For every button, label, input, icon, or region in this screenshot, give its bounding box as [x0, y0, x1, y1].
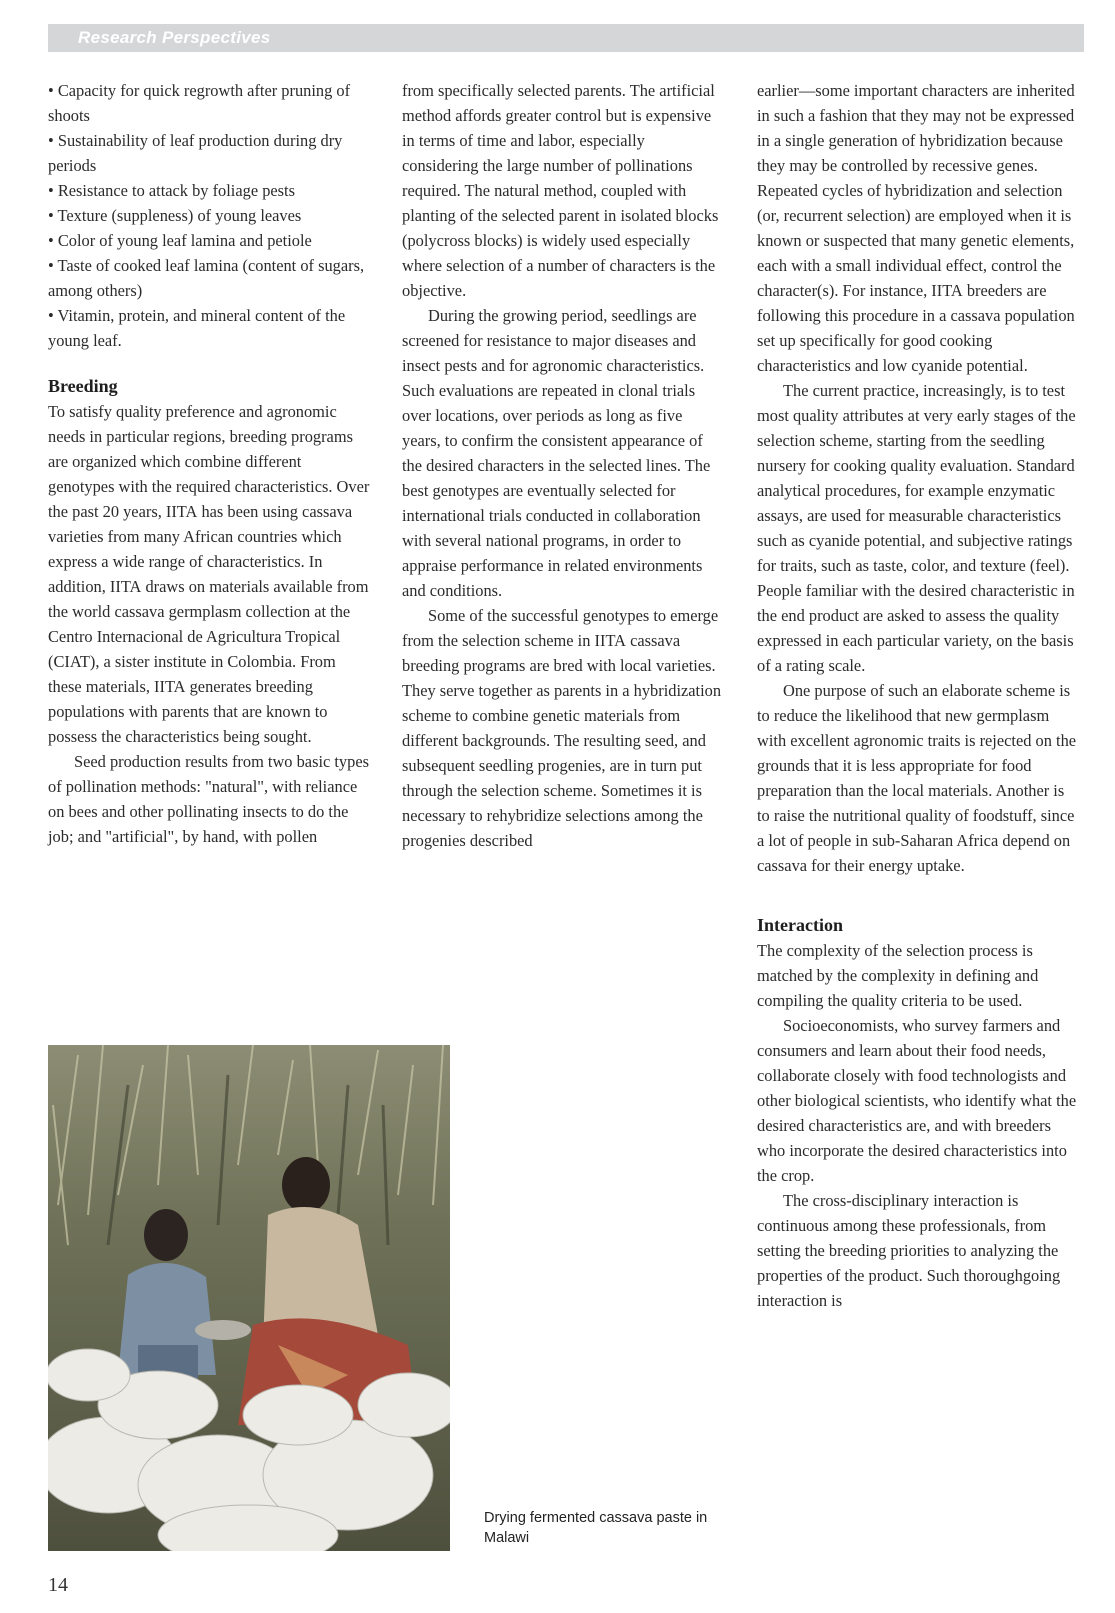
- breeding-paragraph-1: To satisfy quality preference and agronomic needs in particular regions, breeding programs are organized which combine different genotypes with the required characteristics. Over the past 20 years, IITA has been using cassava varieties from many African countries which express a wide range of characteristics. In addition, IITA draws on materials available from the world cassava germplasm collection at the Centro Internacional de Agricultura Tropical (CIAT), a sister institute in Colombia. From these materials, IITA generates breeding populations with parents that are known to possess the characteristics being sought.: [48, 402, 370, 746]
- breeding-paragraph-2: Seed production results from two basic types of pollination methods: "natural", with reliance on bees and other pollinating insects to do the job; and "artificial", by hand, with pollen: [48, 752, 369, 846]
- trait-bullet-list: [48, 78, 370, 353]
- paragraph: During the growing period, seedlings are screened for resistance to major diseases and insect pests and for agronomic characteristics. Such evaluations are repeated in clonal trials over locations, over periods as long as five years, to confirm the consistent appearance of the desired characters in the selected lines. The best genotypes are eventually selected for international trials conducted in collaboration with several national programs, in order to appraise performance in related environments and conditions.: [402, 306, 711, 600]
- breeding-heading: Breeding: [48, 376, 118, 396]
- paragraph: The complexity of the selection process is matched by the complexity in defining and compiling the quality criteria to be used.: [757, 941, 1039, 1010]
- photo-drying-cassava: [48, 1045, 450, 1551]
- list-item: • Capacity for quick regrowth after pruning of shoots: [48, 81, 351, 125]
- column-3: [757, 78, 1079, 1313]
- abbreviation: IITA: [931, 281, 963, 300]
- abbreviation: IITA: [109, 577, 142, 596]
- paragraph: from specifically selected parents. The artificial method affords greater control but is expensive in terms of time and labor, especially considering the large number of pollinations required. The natural method, coupled with planting of the selected parent in isolated blocks (polycross blocks) is widely used especially where selection of a number of characters is the objective.: [402, 81, 719, 300]
- section-title: Research Perspectives: [78, 28, 271, 47]
- list-item: • Vitamin, protein, and mineral content of the young leaf.: [48, 306, 346, 350]
- list-item: • Color of young leaf lamina and petiole: [48, 231, 312, 250]
- paragraph: One purpose of such an elaborate scheme is to reduce the likelihood that new germplasm with excellent agronomic traits is rejected on the grounds that it is less appropriate for food preparation than the local materials. Another is to raise the nutritional quality of foodstuff, since a lot of people in sub-Saharan Africa depend on cassava for their energy uptake.: [757, 681, 1077, 875]
- column-2: [402, 78, 724, 853]
- paragraph: earlier—some important characters are inherited in such a fashion that they may not be expressed in a single generation of hybridization because they may be controlled by recessive genes. Repeated cycles of hybridization and selection (or, recurrent selection) are employed when it is known or suspected that many genetic elements, each with a small individual effect, control the character(s). For instance, IITA breeders are following this procedure in a cassava population set up specifically for good cooking characteristics and low cyanide potential.: [757, 81, 1075, 375]
- list-item: • Texture (suppleness) of young leaves: [48, 206, 302, 225]
- list-item: • Taste of cooked leaf lamina (content of sugars, among others): [48, 256, 365, 300]
- column-1: [48, 78, 370, 849]
- photo-illustration: [48, 1045, 450, 1551]
- interaction-heading: Interaction: [757, 915, 843, 935]
- list-item: • Sustainability of leaf production during dry periods: [48, 131, 343, 175]
- abbreviation: IITA: [165, 502, 198, 521]
- list-item: • Resistance to attack by foliage pests: [48, 181, 295, 200]
- paragraph: The current practice, increasingly, is to test most quality attributes at very early stages of the selection scheme, starting from the seedling nursery for cooking quality evaluation. Standard analytical procedures, for example enzymatic assays, are used for measurable characteristics such as cyanide potential, and subjective ratings for traits, such as taste, color, and texture (feel). People familiar with the desired characteristic in the end product are asked to assess the quality expressed in each particular variety, on the basis of a rating scale.: [757, 381, 1076, 675]
- paragraph: Socioeconomists, who survey farmers and consumers and learn about their food needs, collaborate closely with food technologists and other biological scientists, who identify what the desired characteristics are, and with breeders who incorporate the desired characteristics into the crop.: [757, 1016, 1077, 1185]
- abbreviation: IITA: [154, 677, 186, 696]
- paragraph: Some of the successful genotypes to emerge from the selection scheme in IITA cassava breeding programs are bred with local varieties. They serve together as parents in a hybridization scheme to combine genetic materials from different backgrounds. The resulting seed, and subsequent seedling progenies, are in turn put through the selection scheme. Sometimes it is necessary to rehybridize selections among the progenies described: [402, 606, 722, 850]
- paragraph: The cross-disciplinary interaction is continuous among these professionals, from setting the breeding priorities to analyzing the properties of the product. Such thoroughgoing interaction is: [757, 1191, 1061, 1310]
- figure-caption: Drying fermented cassava paste in Malawi: [484, 1510, 708, 1546]
- page-number: 14: [48, 1574, 68, 1596]
- section-banner: [48, 24, 1084, 52]
- abbreviation: CIAT: [53, 652, 90, 671]
- abbreviation: IITA: [594, 631, 626, 650]
